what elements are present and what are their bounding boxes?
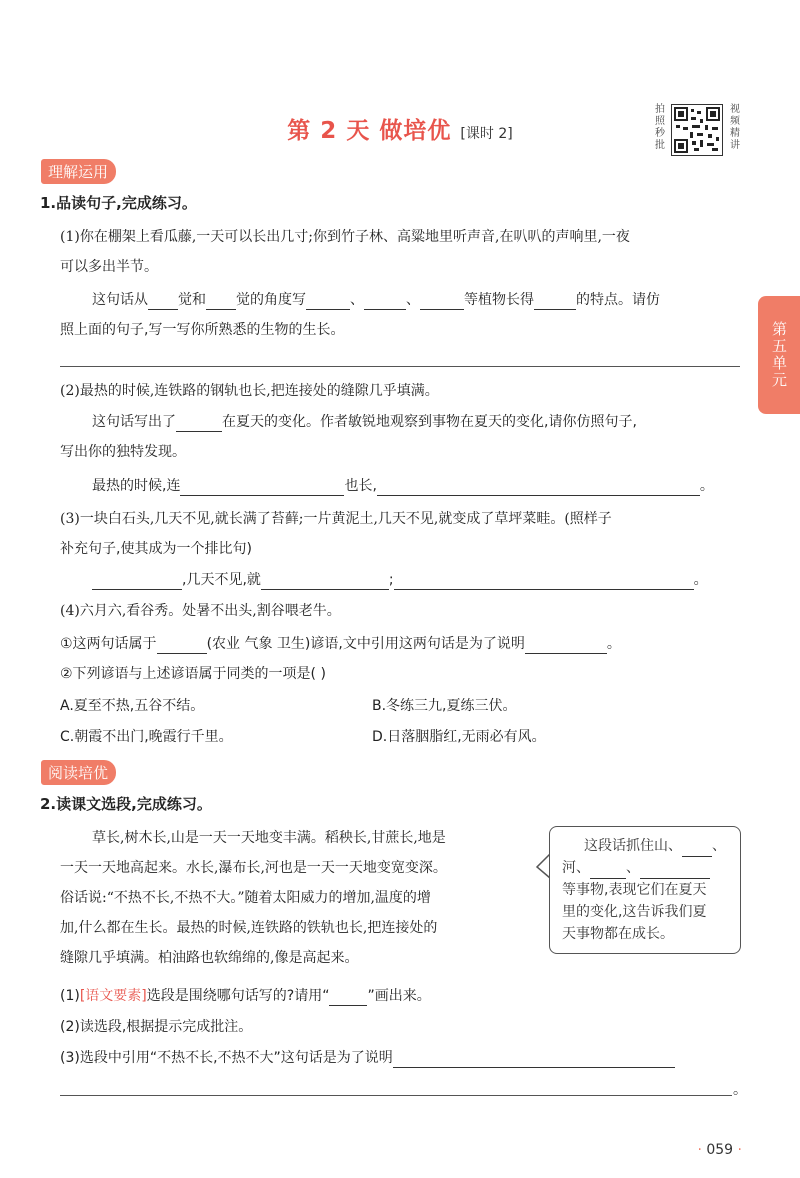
task-text: 。 [699,478,714,494]
section-tag-reading: 阅读培优 [41,760,116,785]
task-text: (农业 气象 卫生)谚语,文中引用这两句话是为了说明 [206,636,525,652]
qr-left-char: 批 [655,140,665,151]
question-1-title-text: 1.品读句子,完成练习。 [40,194,197,212]
qr-code-icon[interactable] [671,104,723,156]
task-2-fill-line [92,476,714,496]
qr-left-char: 照 [655,116,665,127]
task-4-q2: ②下列谚语与上述谚语属于同类的一项是( ) [60,666,326,682]
task-1-instruction: 照上面的句子,写一写你所熟悉的生物的生长。 [60,322,345,338]
task-1-fill-line [92,290,660,310]
task-text: ”画出来。 [367,988,431,1004]
annotation-box[interactable] [549,826,741,954]
note-text: 这段话抓住山、 [584,838,682,854]
blank-object[interactable] [176,415,222,432]
sentence-3-line-1: (3)一块白石头,几天不见,就长满了苔藓;一片黄泥土,几天不见,就变成了草坪菜畦。(照样子 [60,511,612,527]
task-p1 [60,986,431,1006]
task-text: 这句话写出了 [92,414,176,430]
qr-left-char: 拍 [655,104,665,115]
task-text: 的特点。请仿 [576,292,660,308]
blank-note-2[interactable] [590,862,626,879]
note-text: 河、 [562,860,590,876]
passage-line-3: 俗话说:“不热不长,不热不大。”随着太阳威力的增加,温度的增 [60,890,431,906]
blank-purpose-2[interactable] [393,1051,675,1068]
answer-line[interactable] [60,1095,732,1096]
note-text: 天事物都在成长。 [562,926,674,942]
sentence-1-line-1: (1)你在棚架上看瓜藤,一天可以长出几寸;你到竹子林、高粱地里听声音,在叭叭的声响里,一夜 [60,229,630,245]
task-text: (1) [60,988,80,1004]
task-3-fill-line [92,570,708,590]
task-text: 最热的时候,连 [92,478,181,494]
task-text: 觉的角度写 [236,292,306,308]
task-text: ,几天不见,就 [182,572,261,588]
option-d[interactable]: D.日落胭脂红,无雨必有风。 [372,729,546,745]
task-text: 选段是围绕哪句话写的?请用“ [146,988,330,1004]
task-text: 。 [693,572,708,588]
task-p2: (2)读选段,根据提示完成批注。 [60,1019,253,1035]
blank-parallel-2[interactable] [261,573,389,590]
qr-left-caption [654,104,666,152]
section-tag-understand: 理解运用 [41,159,116,184]
blank-sense-1[interactable] [148,293,178,310]
task-text: (3)选段中引用“不热不长,不热不大”这句话是为了说明 [60,1050,393,1066]
passage-line-1: 草长,树木长,山是一天一天地变丰满。稻秧长,甘蔗长,地是 [92,830,446,846]
page-title: 第 2 天 做培优 [287,118,452,144]
blank-plant-1[interactable] [306,293,350,310]
task-4-q1 [60,634,621,654]
task-text: 。 [606,636,621,652]
qr-left-char: 秒 [655,128,665,139]
note-text: 里的变化,这告诉我们夏 [562,904,707,920]
blank-plant-2[interactable] [364,293,406,310]
note-text: 等事物,表现它们在夏天 [562,882,707,898]
task-text: ; [388,572,394,588]
option-a[interactable]: A.夏至不热,五谷不结。 [60,698,205,714]
task-text: 等植物长得 [464,292,534,308]
blank-imitate-2[interactable] [377,479,700,496]
blank-feature[interactable] [534,293,576,310]
blank-plant-3[interactable] [420,293,464,310]
note-text: 、 [712,838,726,854]
blank-note-3[interactable] [640,862,710,879]
blank-imitate-1[interactable] [180,479,344,496]
sentence-3-line-2: 补充句子,使其成为一个排比句) [60,541,252,557]
qr-right-char: 讲 [730,140,740,151]
page-number-text: 059 [706,1142,734,1158]
task-text: 觉和 [178,292,206,308]
task-text: 也长, [344,478,377,494]
task-p3 [60,1048,675,1068]
passage-line-5: 缝隙几乎填满。柏油路也软绵绵的,像是高起来。 [60,950,359,966]
passage-line-4: 加,什么都在生长。最热的时候,连铁路的铁轨也长,把连接处的 [60,920,438,936]
sentence-4: (4)六月六,看谷秀。处暑不出头,割谷喂老牛。 [60,603,341,619]
task-text: 、 [406,292,420,308]
task-2-instruction: 写出你的独特发现。 [60,444,186,460]
task-2-line [92,412,637,432]
option-c[interactable]: C.朝霞不出门,晚霞行千里。 [60,729,233,745]
blank-proverb-type[interactable] [157,637,207,654]
option-b[interactable]: B.冬练三九,夏练三伏。 [372,698,517,714]
task-text: 在夏天的变化。作者敏锐地观察到事物在夏天的变化,请你仿照句子, [222,414,637,430]
sentence-1-line-2: 可以多出半节。 [60,259,158,275]
blank-underline-mark[interactable] [329,989,367,1006]
blank-note-1[interactable] [682,840,712,857]
answer-line[interactable] [60,366,740,367]
sentence-2: (2)最热的时候,连铁路的钢轨也长,把连接处的缝隙几乎填满。 [60,383,439,399]
qr-right-char: 精 [730,128,740,139]
unit-side-tab[interactable]: 第五单元 [758,296,800,414]
annotation-content [550,827,740,945]
task-text: ①这两句话属于 [60,636,157,652]
passage-line-2: 一天一天地高起来。水长,瀑布长,河也是一天一天地变宽变深。 [60,860,447,876]
page-number: · 059 · [697,1142,742,1158]
qr-right-char: 频 [730,116,740,127]
period: 。 [733,1082,747,1098]
blank-purpose[interactable] [525,637,607,654]
task-text: 、 [350,292,364,308]
lesson-subtitle: [课时 2] [460,126,513,142]
qr-right-caption [729,104,741,152]
note-text: 、 [626,860,640,876]
task-text: 这句话从 [92,292,148,308]
blank-parallel-1[interactable] [92,573,182,590]
question-1-title [40,193,197,213]
blank-sense-2[interactable] [206,293,236,310]
language-element-tag: [语文要素] [79,988,147,1004]
blank-parallel-3[interactable] [394,573,694,590]
question-2-title-text: 2.读课文选段,完成练习。 [40,795,212,813]
qr-right-char: 视 [730,104,740,115]
question-2-title [40,794,212,814]
